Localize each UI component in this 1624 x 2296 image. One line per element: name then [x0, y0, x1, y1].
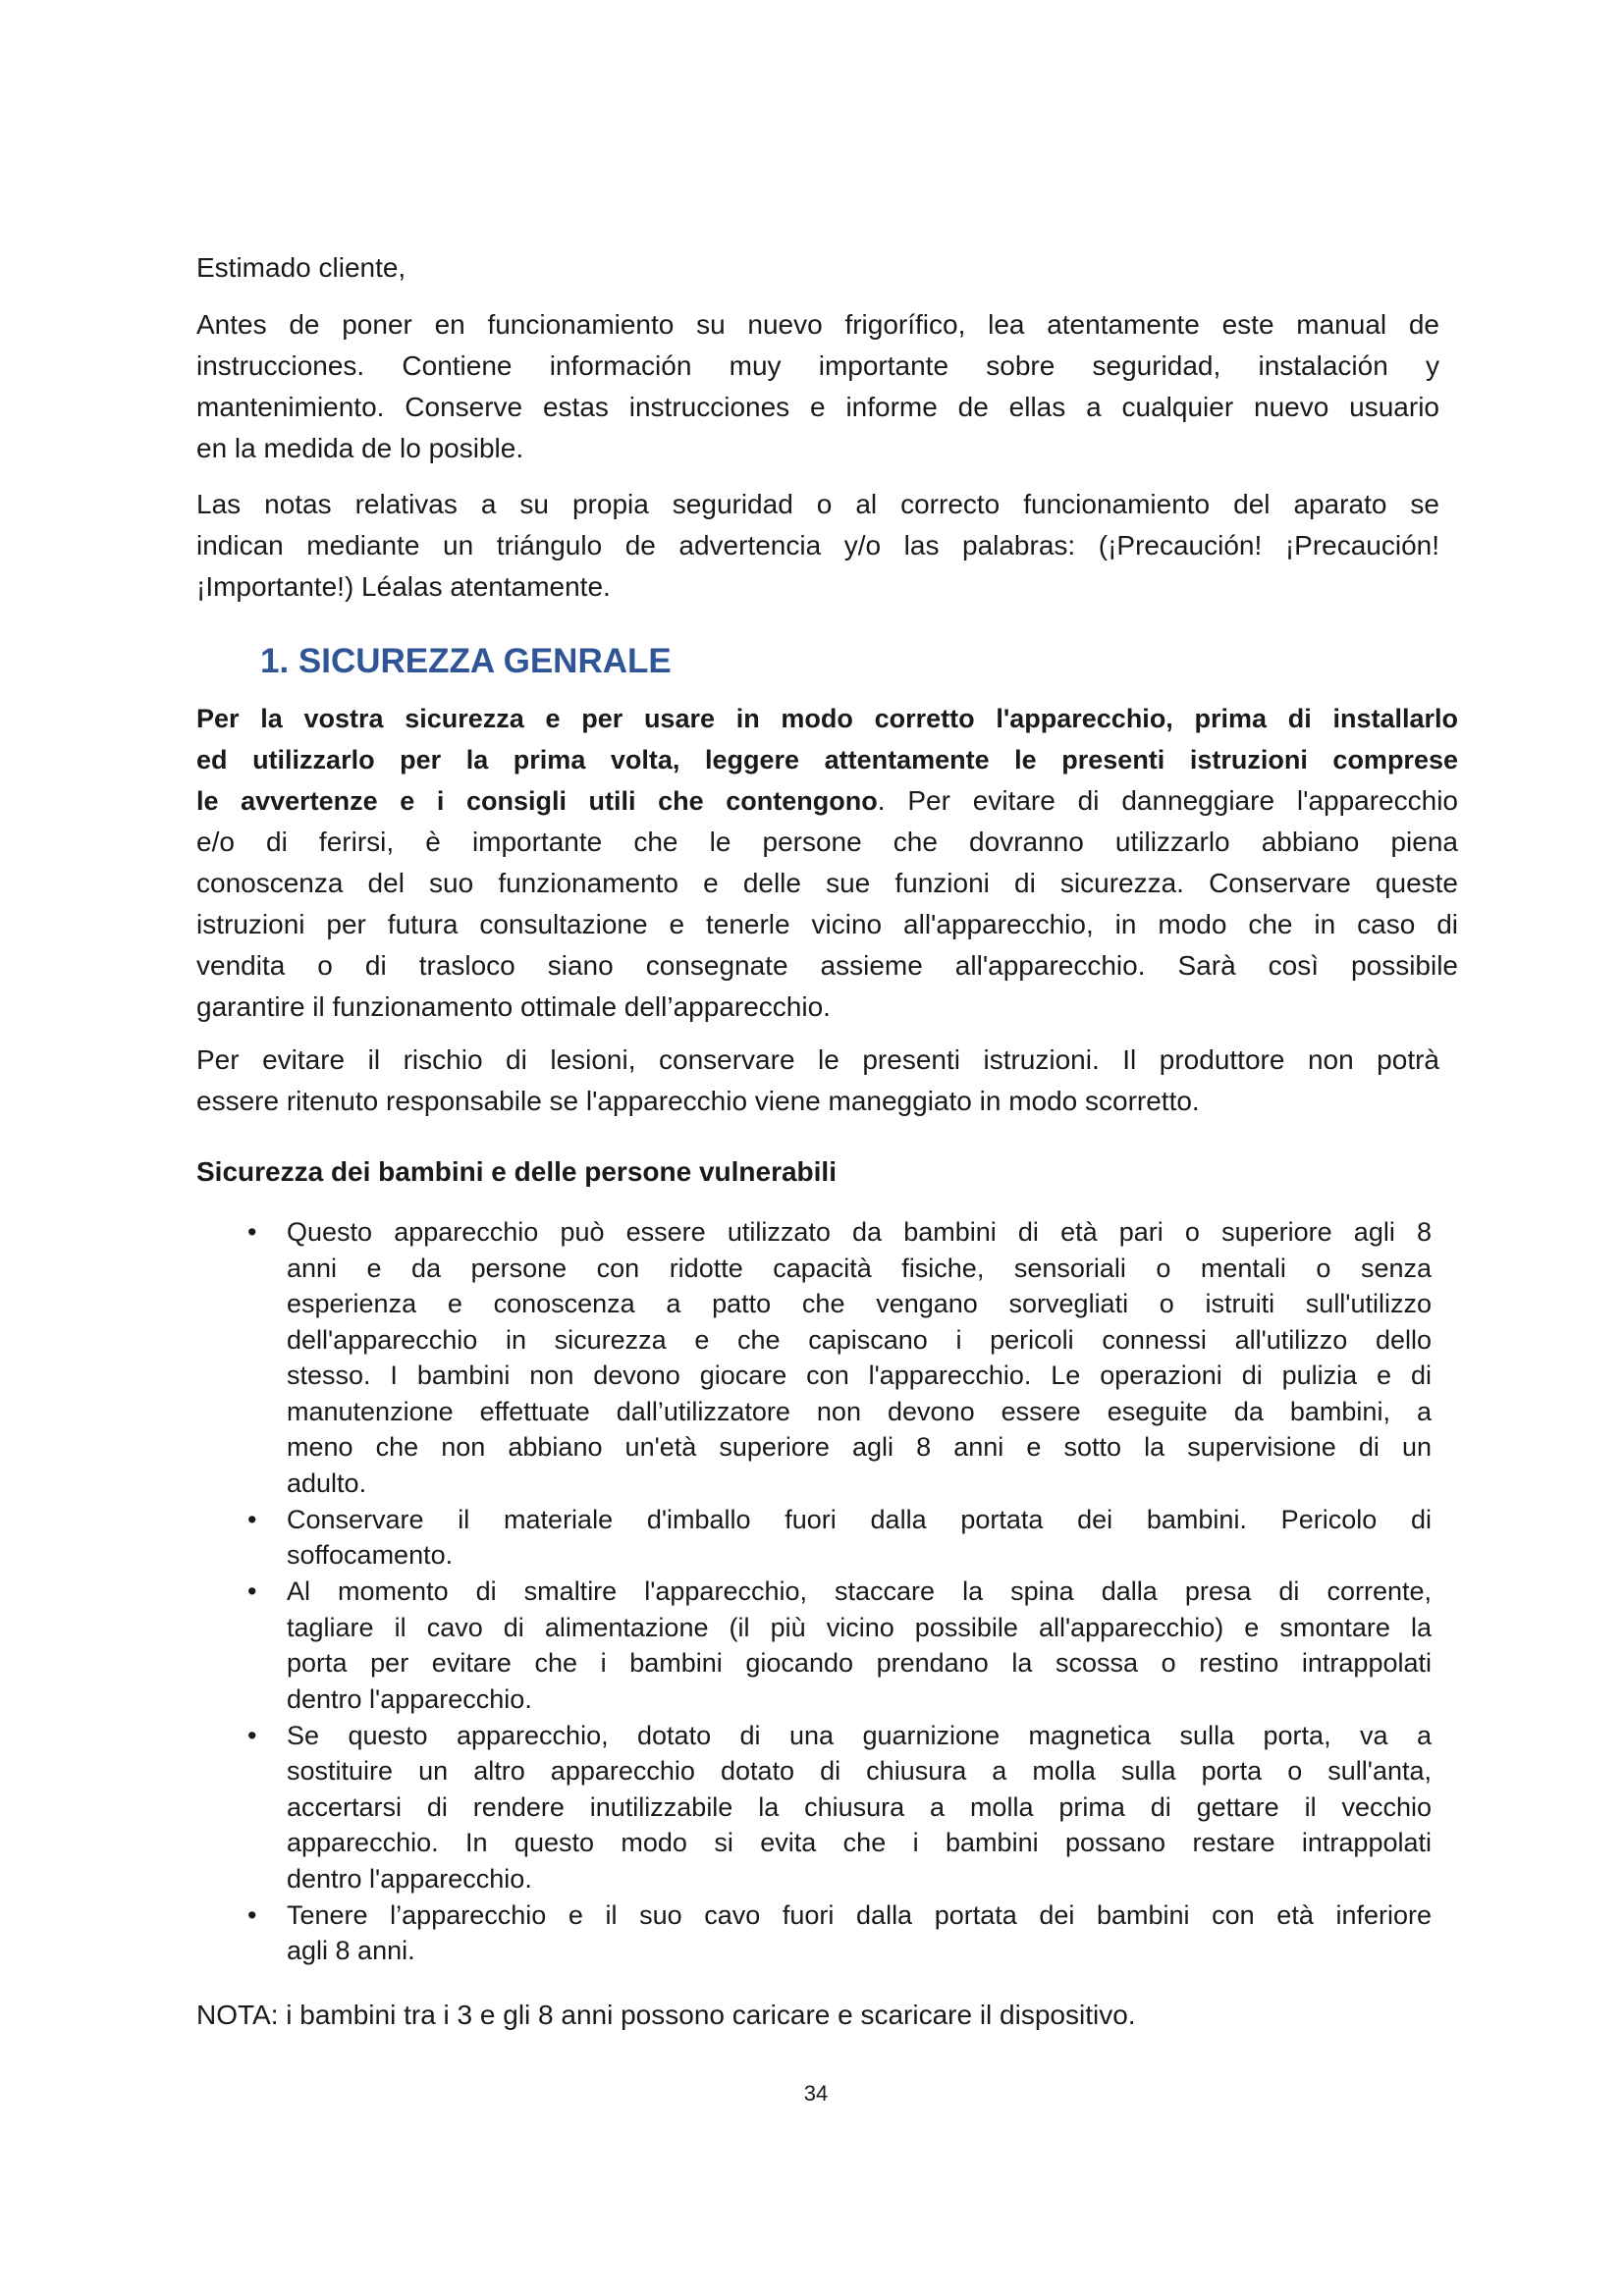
- bold-text: le avvertenze e i consigli utili che contengono: [196, 786, 878, 816]
- text-line: en la medida de lo posible.: [196, 433, 524, 463]
- text: . Per evitare di danneggiare l'apparecchio: [877, 785, 1458, 816]
- bullet-item: [247, 1574, 1432, 1717]
- text-line: accertarsi di rendere inutilizzabile la chiusura a molla prima di gettare il vecchio: [287, 1791, 1432, 1822]
- text-line: tagliare il cavo di alimentazione (il più vicino possibile all'apparecchio) e smontare la: [287, 1612, 1432, 1642]
- text-line: dell'apparecchio in sicurezza e che capiscano i pericoli connessi all'utilizzo dello: [287, 1324, 1432, 1355]
- text-line: vendita o di trasloco siano consegnate assieme all'apparecchio. Sarà così possibile: [196, 950, 1458, 981]
- text-line: sostituire un altro apparecchio dotato di chiusura a molla sulla porta o sull'anta,: [287, 1756, 1432, 1786]
- text-line: anni e da persone con ridotte capacità fisiche, sensoriali o mentali o senza: [287, 1253, 1432, 1283]
- text-line: dentro l'apparecchio.: [287, 1683, 532, 1714]
- bullet-item: [247, 1502, 1432, 1574]
- text-line: mantenimiento. Conserve estas instrucciones e informe de ellas a cualquier nuevo usuario: [196, 392, 1439, 422]
- bold-text-line: ed utilizzarlo per la prima volta, leggere attentamente le presenti istruzioni comprese: [196, 745, 1458, 774]
- bullet-item: [247, 1897, 1432, 1969]
- text-line: manutenzione effettuate dall’utilizzatore non devono essere eseguite da bambini, a: [287, 1396, 1432, 1426]
- text-line: Per evitare il rischio di lesioni, conservare le presenti istruzioni. Il produttore non potrà: [196, 1044, 1439, 1075]
- text-line: instrucciones. Contiene información muy importante sobre seguridad, instalación y: [196, 350, 1439, 381]
- text-line: dentro l'apparecchio.: [287, 1863, 532, 1894]
- mixed-text-line: [196, 780, 1458, 822]
- text-line: stesso. I bambini non devono giocare con l'apparecchio. Le operazioni di pulizia e di: [287, 1361, 1432, 1390]
- bullet-icon: •: [247, 1217, 257, 1247]
- text-line: Questo apparecchio può essere utilizzato da bambini di età pari o superiore agli 8: [287, 1217, 1432, 1247]
- intro-paragraph: [196, 304, 1439, 469]
- bullet-icon: •: [247, 1899, 257, 1930]
- text-line: adulto.: [287, 1468, 367, 1498]
- text-line: esperienza e conoscenza a patto che vengano sorvegliati o istruiti sull'utilizzo: [287, 1289, 1432, 1318]
- text-line: Tenere l’apparecchio e il suo cavo fuori dalla portata dei bambini con età inferiore: [287, 1899, 1432, 1930]
- bullet-icon: •: [247, 1720, 257, 1750]
- text-line: Antes de poner en funcionamiento su nuevo frigorífico, lea atentamente este manual de: [196, 309, 1439, 340]
- text-line: Las notas relativas a su propia seguridad o al correcto funcionamiento del aparato se: [196, 489, 1439, 519]
- bullet-icon: •: [247, 1576, 257, 1606]
- bullet-icon: •: [247, 1504, 257, 1534]
- text-line: soffocamento.: [287, 1540, 454, 1570]
- text-line: apparecchio. In questo modo si evita che i bambini possano restare intrappolati: [287, 1828, 1432, 1857]
- text-line: conoscenza del suo funzionamento e delle sue funzioni di sicurezza. Conservare queste: [196, 868, 1458, 898]
- greeting: Estimado cliente,: [196, 252, 406, 283]
- safety-paragraph: [196, 698, 1458, 1028]
- text-line: indican mediante un triángulo de advertencia y/o las palabras: (¡Precaución! ¡Precaución!: [196, 530, 1439, 561]
- subheading: Sicurezza dei bambini e delle persone vulnerabili: [196, 1156, 837, 1187]
- text-line: e/o di ferirsi, è importante che le persone che dovranno utilizzarlo abbiano piena: [196, 827, 1458, 857]
- section-heading: 1. SICUREZZA GENRALE: [260, 642, 672, 680]
- note: NOTA: i bambini tra i 3 e gli 8 anni possono caricare e scaricare il dispositivo.: [196, 2000, 1136, 2030]
- bullet-item: [247, 1214, 1432, 1501]
- liability-paragraph: [196, 1040, 1439, 1122]
- intro-paragraph-notes: [196, 484, 1439, 608]
- text-line: garantire il funzionamento ottimale dell’apparecchio.: [196, 991, 831, 1022]
- text-line: Al momento di smaltire l'apparecchio, staccare la spina dalla presa di corrente,: [287, 1576, 1432, 1606]
- bullet-item: [247, 1718, 1432, 1897]
- text-line: Conservare il materiale d'imballo fuori dalla portata dei bambini. Pericolo di: [287, 1504, 1432, 1534]
- text-line: istruzioni per futura consultazione e tenerle vicino all'apparecchio, in modo che in caso di: [196, 909, 1458, 939]
- text-line: Se questo apparecchio, dotato di una guarnizione magnetica sulla porta, va a: [287, 1720, 1432, 1750]
- bold-text-line: Per la vostra sicurezza e per usare in modo corretto l'apparecchio, prima di installarlo: [196, 704, 1458, 733]
- page-number: 34: [803, 2081, 829, 2106]
- text-line: ¡Importante!) Léalas atentamente.: [196, 571, 611, 602]
- text-line: porta per evitare che i bambini giocando prendano la scossa o restino intrappolati: [287, 1648, 1432, 1678]
- text-line: essere ritenuto responsabile se l'apparecchio viene maneggiato in modo scorretto.: [196, 1086, 1200, 1116]
- text-line: meno che non abbiano un'età superiore agli 8 anni e sotto la supervisione di un: [287, 1432, 1432, 1462]
- text-line: agli 8 anni.: [287, 1936, 415, 1965]
